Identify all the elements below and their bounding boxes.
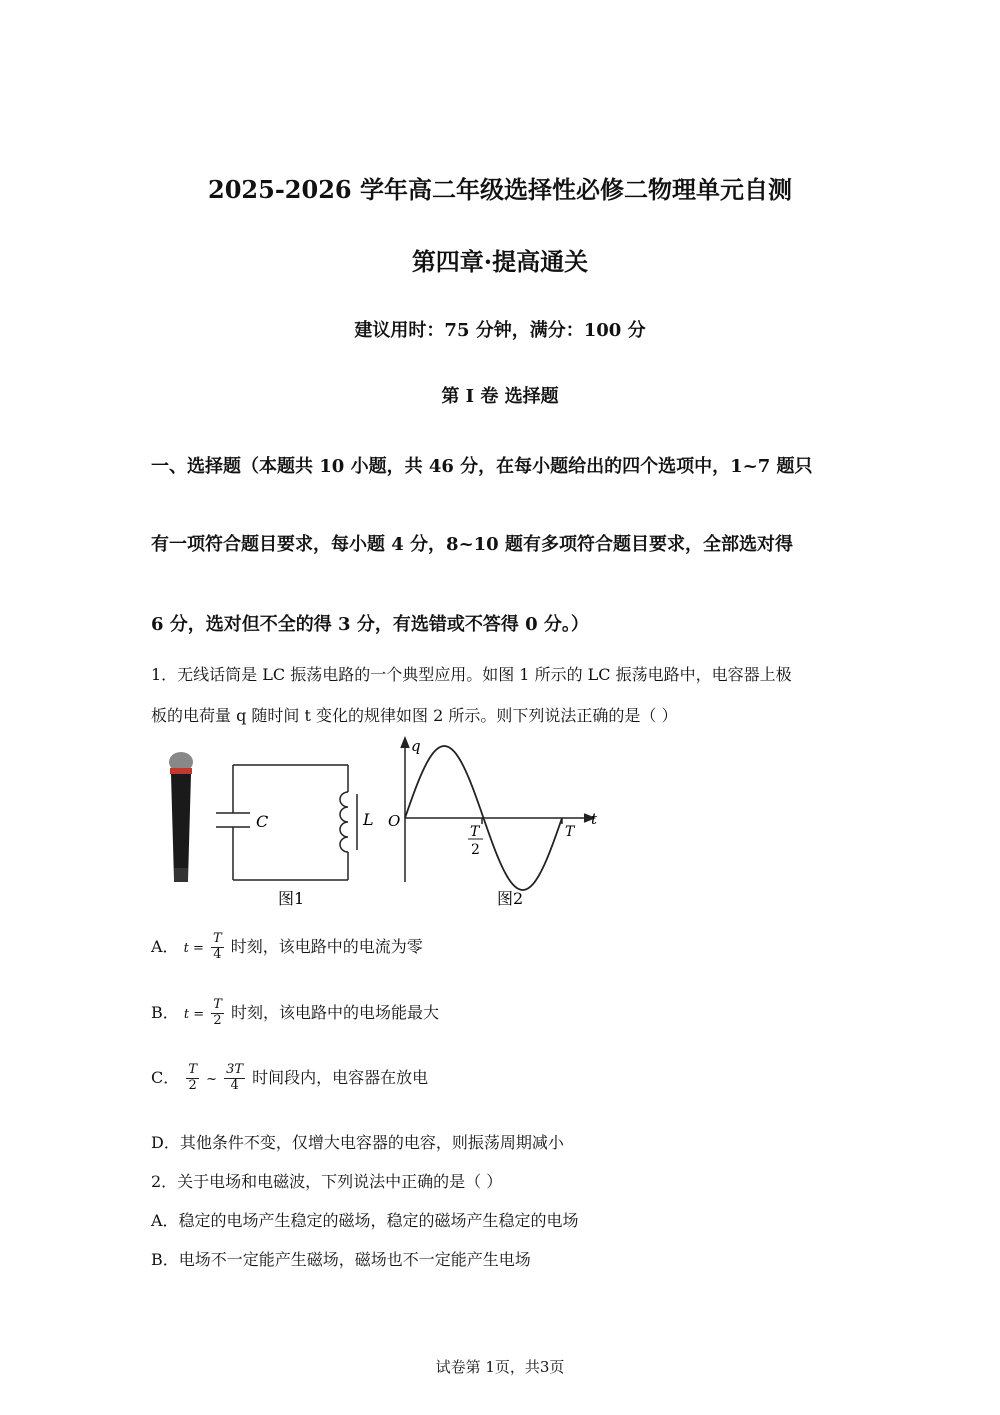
figure-1-caption: 图1 bbox=[278, 889, 305, 908]
figure-2-caption: 图2 bbox=[497, 889, 524, 908]
y-axis-label: q bbox=[411, 737, 421, 755]
section-instructions-line3: 6 分，选对但不全的得 3 分，有选错或不答得 0 分。） bbox=[151, 614, 589, 635]
option-1c bbox=[151, 1063, 428, 1094]
time-var: t = bbox=[183, 1006, 205, 1022]
option-prefix: C． bbox=[151, 1067, 180, 1087]
question-1-stem-line2: 板的电荷量 q 随时间 t 变化的规律如图 2 所示。则下列说法正确的是（ ） bbox=[151, 706, 678, 725]
option-1a bbox=[151, 932, 423, 963]
option-text: 时刻，该电路中的电流为零 bbox=[230, 936, 423, 956]
option-prefix: A． bbox=[151, 936, 179, 956]
half-period-denominator: 2 bbox=[471, 842, 480, 858]
figure-1-lc-circuit bbox=[160, 740, 374, 915]
page-footer: 试卷第 1页，共3页 bbox=[435, 1358, 565, 1376]
option-1d: D．其他条件不变，仅增大电容器的电容，则振荡周期减小 bbox=[151, 1133, 564, 1152]
origin-label: O bbox=[388, 812, 401, 830]
range-separator: ~ bbox=[206, 1071, 218, 1087]
half-period-numerator: T bbox=[470, 824, 480, 840]
x-axis-label: t bbox=[591, 810, 598, 828]
option-text: 时刻，该电路中的电场能最大 bbox=[230, 1002, 439, 1022]
inductor-label: L bbox=[363, 810, 374, 829]
option-text: 时间段内，电容器在放电 bbox=[252, 1067, 429, 1087]
time-var: t = bbox=[183, 940, 204, 956]
fraction: $\frac{T}{4}$ bbox=[213, 931, 222, 962]
section-instructions-line1: 一、选择题（本题共 10 小题，共 46 分，在每小题给出的四个选项中，1~7 题只 bbox=[151, 456, 813, 477]
fraction: $\frac{T}{2}$ bbox=[213, 997, 222, 1028]
figure-2-charge-time-graph bbox=[380, 732, 610, 917]
chapter-subtitle: 第四章·提高通关 bbox=[411, 247, 589, 276]
exam-info: 建议用时：75 分钟，满分：100 分 bbox=[354, 320, 646, 341]
exam-title: 2025-2026 学年高二年级选择性必修二物理单元自测 bbox=[208, 175, 792, 204]
capacitor-label: C bbox=[256, 812, 269, 831]
option-2b: B．电场不一定能产生磁场，磁场也不一定能产生电场 bbox=[151, 1250, 531, 1269]
period-label: T bbox=[565, 824, 575, 840]
fraction-end: $\frac{3T}{4}$ bbox=[226, 1062, 244, 1093]
fraction-start: $\frac{T}{2}$ bbox=[188, 1062, 198, 1093]
question-1-stem-line1: 1．无线话筒是 LC 振荡电路的一个典型应用。如图 1 所示的 LC 振荡电路中，电容器上极 bbox=[151, 665, 792, 684]
option-prefix: B． bbox=[151, 1002, 179, 1022]
option-1b bbox=[151, 998, 439, 1029]
microphone-icon bbox=[169, 752, 193, 882]
question-2-stem: 2．关于电场和电磁波，下列说法中正确的是（ ） bbox=[151, 1172, 503, 1191]
section-instructions-line2: 有一项符合题目要求，每小题 4 分，8~10 题有多项符合题目要求，全部选对得 bbox=[151, 534, 793, 555]
volume-heading: 第 Ⅰ 卷 选择题 bbox=[441, 386, 559, 407]
option-2a: A．稳定的电场产生稳定的磁场，稳定的磁场产生稳定的电场 bbox=[151, 1211, 579, 1230]
